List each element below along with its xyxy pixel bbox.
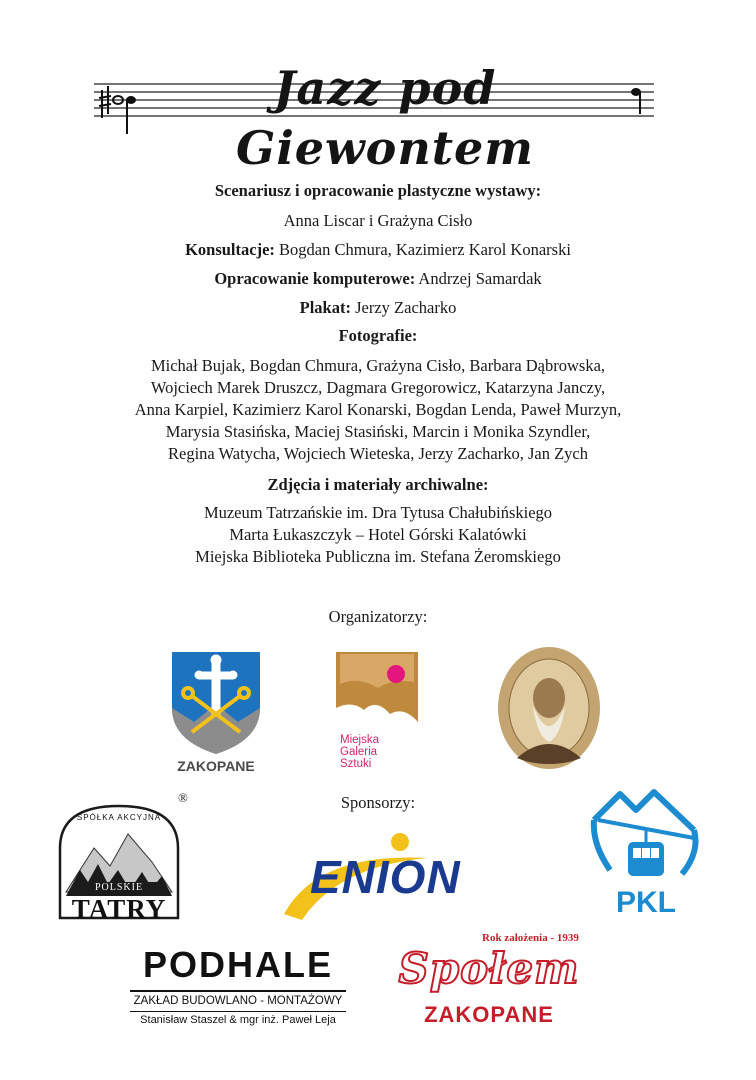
scenario-heading: Scenariusz i opracowanie plastyczne wystawy:: [214, 181, 542, 200]
photos-line: Wojciech Marek Druszcz, Dagmara Gregorowicz, Katarzyna Janczy,: [150, 378, 606, 397]
spolem-city-label: ZAKOPANE: [424, 1002, 554, 1027]
tatry-mid-label: POLSKIE: [78, 882, 160, 893]
poster-line: [0, 297, 756, 319]
enion-logo: [278, 830, 488, 930]
computer-label: Opracowanie komputerowe:: [214, 269, 416, 288]
photos-line: Marysia Stasińska, Maciej Stasiński, Marcin i Monika Szyndler,: [165, 422, 591, 441]
photos-line: Regina Watycha, Wojciech Wieteska, Jerzy Zacharko, Jan Zych: [167, 444, 589, 463]
photos-heading: Fotografie:: [338, 326, 418, 345]
music-note-icon-end: [632, 89, 640, 114]
sponsors-heading: Sponsorzy:: [340, 793, 416, 812]
pkl-logo: [590, 786, 702, 924]
tatry-top-label: SPÓŁKA AKCYJNA: [76, 813, 162, 822]
gallery-mark-icon: [334, 648, 420, 724]
zakopane-label: ZAKOPANE: [177, 758, 255, 774]
spolem-label: Społem: [398, 944, 580, 993]
gallery-logo: [334, 648, 424, 772]
archive-line: Marta Łukaszczyk – Hotel Górski Kalatówki: [229, 525, 527, 544]
cable-car-icon: [590, 786, 702, 886]
photos-line: Anna Karpiel, Kazimierz Karol Konarski, Bogdan Lenda, Paweł Murzyn,: [134, 400, 622, 419]
consult-label: Konsultacje:: [185, 240, 275, 259]
zakopane-logo: [164, 648, 268, 778]
registered-mark: ®: [178, 790, 188, 805]
gallery-label: [340, 734, 379, 770]
podhale-sub-label: ZAKŁAD BUDOWLANO - MONTAŻOWY: [133, 995, 343, 1007]
scenario-names: Anna Liscar i Grażyna Cisło: [283, 211, 473, 230]
spolem-year-label: Rok założenia - 1939: [482, 932, 579, 944]
archive-heading: Zdjęcia i materiały archiwalne:: [267, 475, 489, 494]
divider: [130, 990, 346, 992]
podhale-label: PODHALE: [142, 944, 333, 985]
coat-of-arms-icon: [164, 648, 268, 756]
gallery-label-line: Galeria: [340, 746, 378, 758]
gallery-label-line: Sztuki: [340, 758, 372, 770]
spolem-logo: [386, 932, 592, 1032]
archive-line: Muzeum Tatrzańskie im. Dra Tytusa Chałubińskiego: [203, 503, 553, 522]
portrait-medallion-icon: [497, 646, 601, 770]
poster-label: Plakat:: [299, 298, 351, 317]
music-note-icon: [99, 86, 135, 134]
podhale-owner-label: Stanisław Staszel & mgr inż. Paweł Leja: [140, 1014, 336, 1026]
page-title: Jazz pod Giewontem: [236, 61, 534, 175]
consult-names: Bogdan Chmura, Kazimierz Karol Konarski: [279, 240, 571, 259]
poster-names: Jerzy Zacharko: [355, 298, 457, 317]
archive-line: Miejska Biblioteka Publiczna im. Stefana Żeromskiego: [195, 547, 561, 566]
pkl-label: PKL: [616, 886, 676, 919]
tatry-bottom-label: TATRY: [71, 894, 167, 924]
computer-line: [0, 268, 756, 290]
divider: [130, 1011, 346, 1012]
polskie-tatry-logo: [54, 800, 184, 922]
club-zamoyski-logo: [497, 646, 601, 770]
enion-label: ENION: [310, 851, 461, 903]
photos-line: Michał Bujak, Bogdan Chmura, Grażyna Cisło, Barbara Dąbrowska,: [150, 356, 606, 375]
gallery-label-line: Miejska: [340, 734, 379, 746]
consult-line: [0, 239, 756, 261]
organizers-heading: Organizatorzy:: [328, 607, 428, 626]
podhale-logo: [128, 944, 348, 1030]
computer-names: Andrzej Samardak: [418, 269, 542, 288]
